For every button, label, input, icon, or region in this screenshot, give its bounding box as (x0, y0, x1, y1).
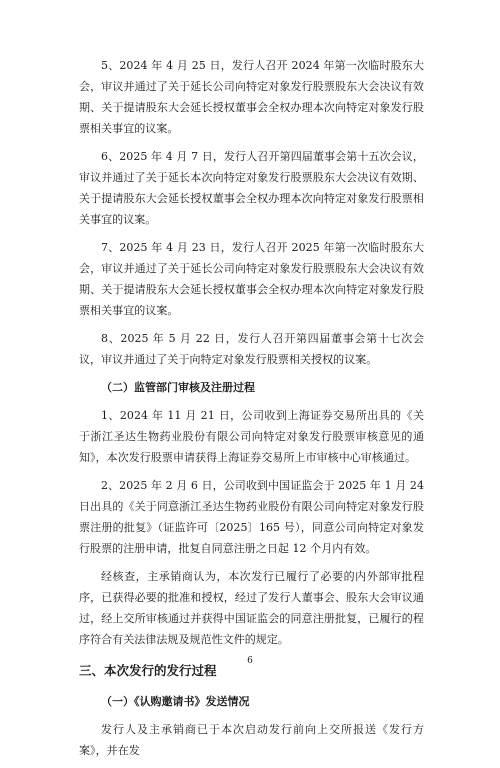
paragraph-invitation-start: 发行人及主承销商已于本次启动发行前向上交所报送《发行方案》，并在发 (79, 723, 424, 757)
paragraph-review-2: 2、2025 年 2 月 6 日，公司收到中国证监会于 2025 年 1 月 24 日出具的《关于同意浙江圣达生物药业股份有限公司向特定对象发行股票注册的批复》（证监许可〔2025〕165 号），同意公司向特定对象发行股票的注册申请，批复自同意注册之日起 12 个月内有效。 (79, 479, 424, 555)
paragraph-item-7: 7、2025 年 4 月 23 日，发行人召开 2025 年第一次临时股东大会，审议并通过了关于延长公司向特定对象发行股票股东大会决议有效期、关于提请股东大会延长授权董事会全权办理本次向特定对象发行股票相关事宜的议案。 (79, 241, 424, 317)
paragraph-review-1: 1、2024 年 11 月 21 日，公司收到上海证券交易所出具的《关于浙江圣达生物药业股份有限公司向特定对象发行股票审核意见的通知》，本次发行股票申请获得上海证券交易所上市审核中心审核通过。 (79, 409, 424, 464)
section-heading-issuance-process: 三、本次发行的发行过程 (79, 663, 217, 678)
paragraph-item-6: 6、2025 年 4 月 7 日，发行人召开第四届董事会第十五次会议，审议并通过了关于延长本次向特定对象发行股票股东大会决议有效期、关于提请股东大会延长授权董事会全权办理本次向特定对象发行股票相关事宜的议案。 (79, 150, 424, 226)
page-number: 6 (247, 656, 253, 666)
paragraph-item-5: 5、2024 年 4 月 25 日，发行人召开 2024 年第一次临时股东大会，审议并通过了关于延长公司向特定对象发行股票股东大会决议有效期、关于提请股东大会延长授权董事会全权办理本次向特定对象发行股票相关事宜的议案。 (79, 59, 424, 135)
paragraph-item-8: 8、2025 年 5 月 22 日，发行人召开第四届董事会第十七次会议，审议并通过了关于向特定对象发行股票相关授权的议案。 (79, 332, 424, 366)
subsection-title-regulatory-review: （二）监管部门审核及注册过程 (101, 381, 255, 394)
paragraph-verification-conclusion: 经核查，主承销商认为，本次发行已履行了必要的内外部审批程序，已获得必要的批准和授权，经过了发行人董事会、股东大会审议通过，经上交所审核通过并获得中国证监会的同意注册批复，已履行的程序符合有关法律法规及规范性文件的规定。 (79, 570, 424, 646)
subsection-title-invitation-letter: （一）《认购邀请书》发送情况 (101, 695, 250, 708)
